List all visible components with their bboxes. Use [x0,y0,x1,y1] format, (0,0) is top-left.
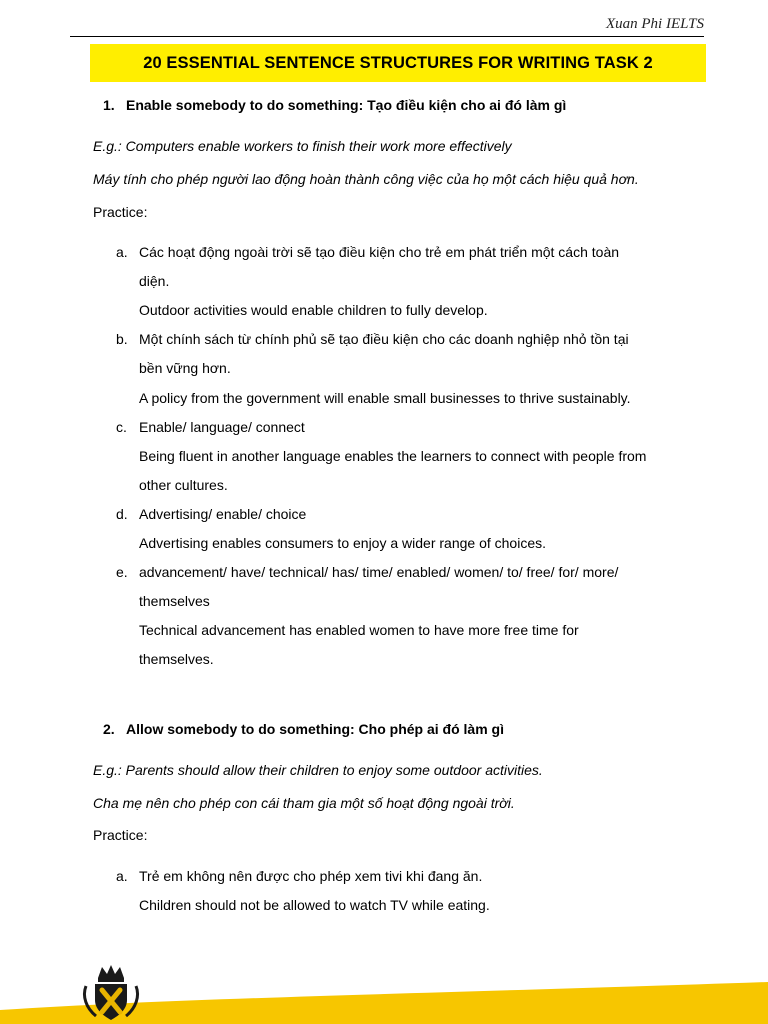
page-title: 20 ESSENTIAL SENTENCE STRUCTURES FOR WRITING TASK 2 [143,53,653,72]
list-marker: b. [116,331,128,347]
list-item-line: Being fluent in another language enables the learners to connect with people from [139,448,647,464]
list-item-line: Trẻ em không nên được cho phép xem tivi khi đang ăn. [139,868,483,884]
list-marker: a. [116,244,128,260]
list-item-line: Advertising enables consumers to enjoy a wider range of choices. [139,535,546,551]
list-item-line: Các hoạt động ngoài trời sẽ tạo điều kiện cho trẻ em phát triển một cách toàn [139,244,620,260]
section-number: 1. [103,97,115,113]
section-heading: Allow somebody to do something: Cho phép ai đó làm gì [126,721,504,737]
example-english: E.g.: Parents should allow their children to enjoy some outdoor activities. [93,762,543,778]
practice-label: Practice: [93,827,148,843]
example-vietnamese: Máy tính cho phép người lao động hoàn thành công việc của họ một cách hiệu quả hơn. [93,171,639,187]
list-item-line: other cultures. [139,477,228,493]
header-brand: Xuan Phi IELTS [605,16,704,32]
list-marker: a. [116,868,128,884]
list-item-line: advancement/ have/ technical/ has/ time/ enabled/ women/ to/ free/ for/ more/ [139,564,619,580]
example-vietnamese: Cha mẹ nên cho phép con cái tham gia một số hoạt động ngoài trời. [93,795,515,811]
header-rule [70,36,704,37]
list-item-line: Advertising/ enable/ choice [139,506,307,522]
list-item-line: Technical advancement has enabled women to have more free time for [139,622,579,638]
list-marker: c. [116,419,127,435]
list-item-line: diện. [139,273,170,289]
section-number: 2. [103,721,115,737]
section-heading: Enable somebody to do something: Tạo điều kiện cho ai đó làm gì [126,97,567,113]
crown-shield-x-logo [80,964,142,1022]
practice-label: Practice: [93,204,148,220]
list-item-line: themselves. [139,651,214,667]
list-item-line: themselves [139,593,210,609]
list-item-line: A policy from the government will enable small businesses to thrive sustainably. [139,390,631,406]
list-item-line: bền vững hơn. [139,360,231,376]
list-marker: e. [116,564,128,580]
list-item-line: Enable/ language/ connect [139,419,305,435]
title-banner [90,44,706,82]
list-item-line: Outdoor activities would enable children to fully develop. [139,302,488,318]
list-item-line: Một chính sách từ chính phủ sẽ tạo điều kiện cho các doanh nghiệp nhỏ tồn tại [139,331,629,347]
list-marker: d. [116,506,128,522]
list-item-line: Children should not be allowed to watch TV while eating. [139,897,490,913]
example-english: E.g.: Computers enable workers to finish their work more effectively [93,138,512,154]
